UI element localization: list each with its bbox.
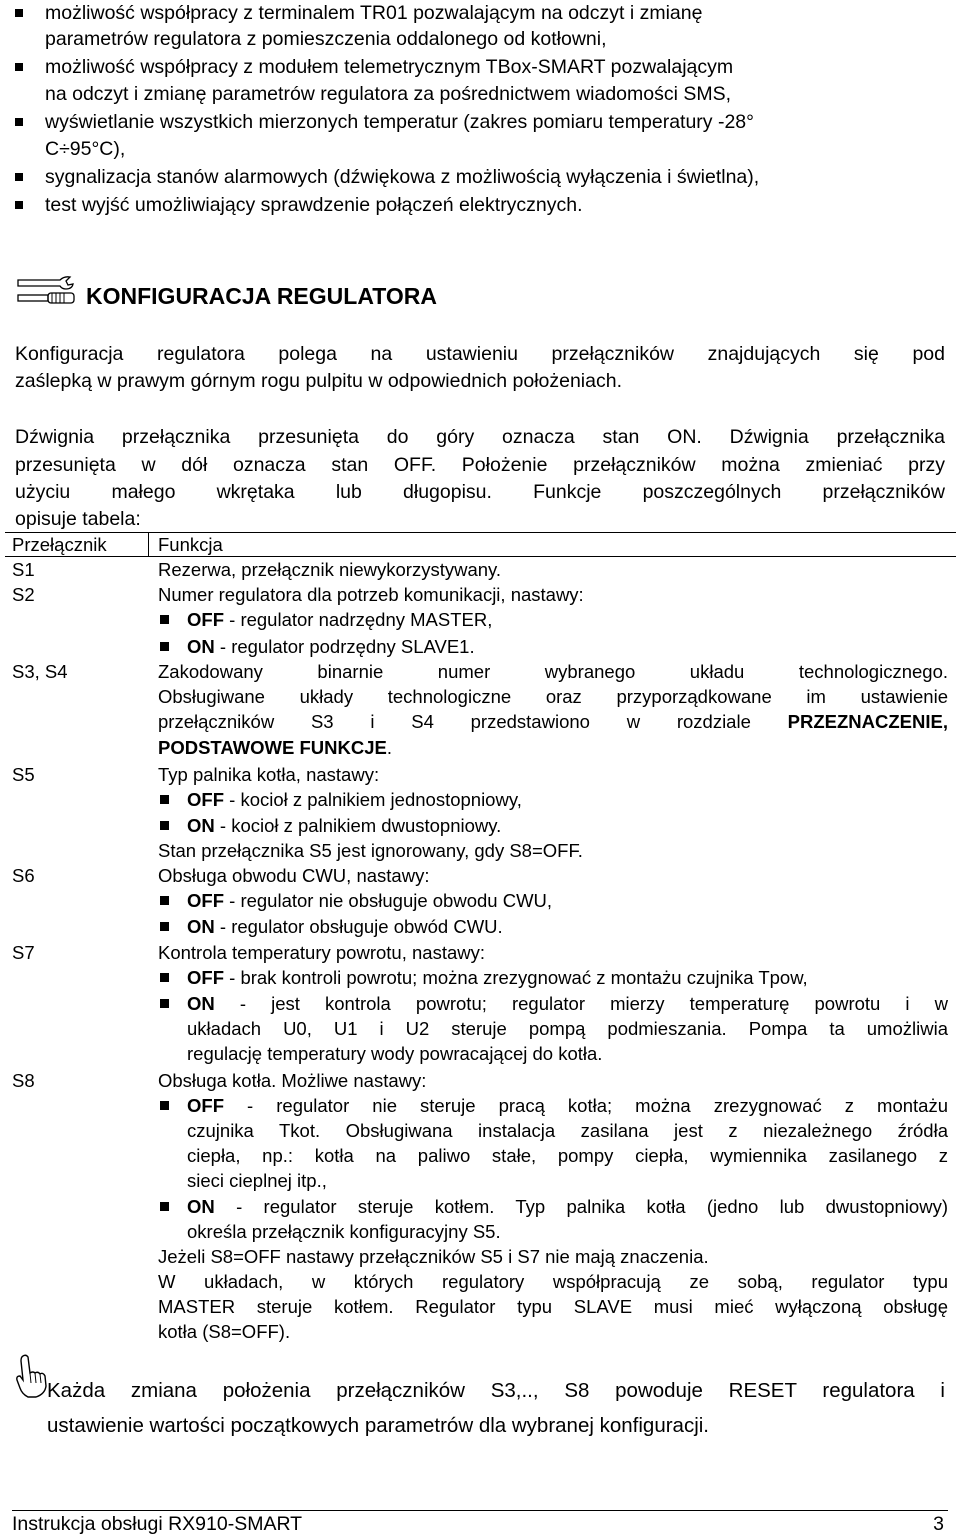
- table-header-switch: Przełącznik: [12, 534, 107, 555]
- bullet-square-icon: [160, 615, 169, 624]
- table-row-key: S2: [12, 584, 35, 605]
- bullet-square-icon: [160, 999, 169, 1008]
- bullet-square-icon: [160, 1202, 169, 1211]
- bullet-square-icon: [15, 173, 23, 181]
- bullet-square-icon: [160, 795, 169, 804]
- bullet-square-icon: [15, 9, 23, 17]
- page-number: 3: [933, 1513, 944, 1535]
- table-row-key: S7: [12, 942, 35, 963]
- table-row-key: S3, S4: [12, 661, 68, 682]
- section-title: KONFIGURACJA REGULATORA: [86, 283, 437, 309]
- table-row-key: S1: [12, 559, 35, 580]
- bullet-square-icon: [160, 642, 169, 651]
- bullet-square-icon: [160, 973, 169, 982]
- bullet-square-icon: [15, 118, 23, 126]
- footer-divider: [12, 1510, 948, 1511]
- bullet-square-icon: [160, 821, 169, 830]
- table-header-function: Funkcja: [158, 534, 223, 555]
- footer-title: Instrukcja obsługi RX910-SMART: [12, 1513, 303, 1535]
- pointing-hand-icon: [14, 1353, 48, 1399]
- bullet-square-icon: [15, 63, 23, 71]
- table-row-key: S6: [12, 865, 35, 886]
- bullet-square-icon: [160, 1101, 169, 1110]
- bullet-square-icon: [160, 896, 169, 905]
- bullet-square-icon: [160, 922, 169, 931]
- wrench-screwdriver-icon: [16, 276, 76, 308]
- table-row-key: S5: [12, 764, 35, 785]
- bullet-square-icon: [15, 201, 23, 209]
- table-row-key: S8: [12, 1070, 35, 1091]
